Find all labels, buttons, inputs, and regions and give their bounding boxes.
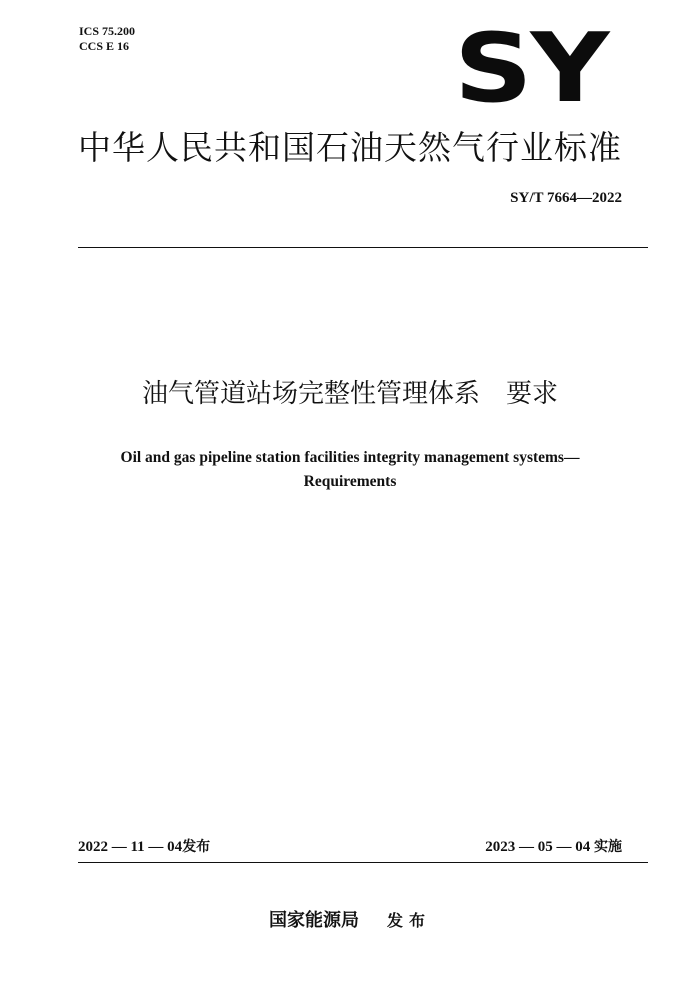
classification-codes — [79, 24, 135, 54]
standard-category-title: 中华人民共和国石油天然气行业标准 — [78, 128, 622, 167]
implement-date-value: 2023 — 05 — 04 — [485, 839, 591, 855]
ccs-code: CCS E 16 — [79, 39, 130, 53]
chinese-title-main: 油气管道站场完整性管理体系 — [141, 379, 480, 409]
top-divider — [78, 247, 648, 248]
issuer-action: 发布 — [386, 911, 431, 930]
english-title-line2: Requirements — [303, 473, 397, 490]
issue-date-value: 2022 — 11 — 04 — [78, 839, 183, 855]
issuing-authority — [0, 906, 700, 932]
chinese-title — [0, 378, 700, 410]
implement-date — [485, 836, 622, 856]
english-title-line1: Oil and gas pipeline station facilities integrity management systems— — [120, 449, 580, 466]
implement-date-label: 实施 — [594, 839, 622, 855]
sy-logo: SY — [454, 14, 608, 124]
bottom-divider — [78, 862, 648, 863]
issuer-name: 国家能源局 — [268, 910, 359, 931]
english-title — [0, 446, 700, 494]
issue-date-label: 发布 — [182, 839, 211, 855]
chinese-title-suffix: 要求 — [506, 379, 559, 409]
issue-date — [78, 836, 210, 856]
standard-number: SY/T 7664—2022 — [510, 190, 622, 206]
ics-code: ICS 75.200 — [79, 24, 136, 38]
